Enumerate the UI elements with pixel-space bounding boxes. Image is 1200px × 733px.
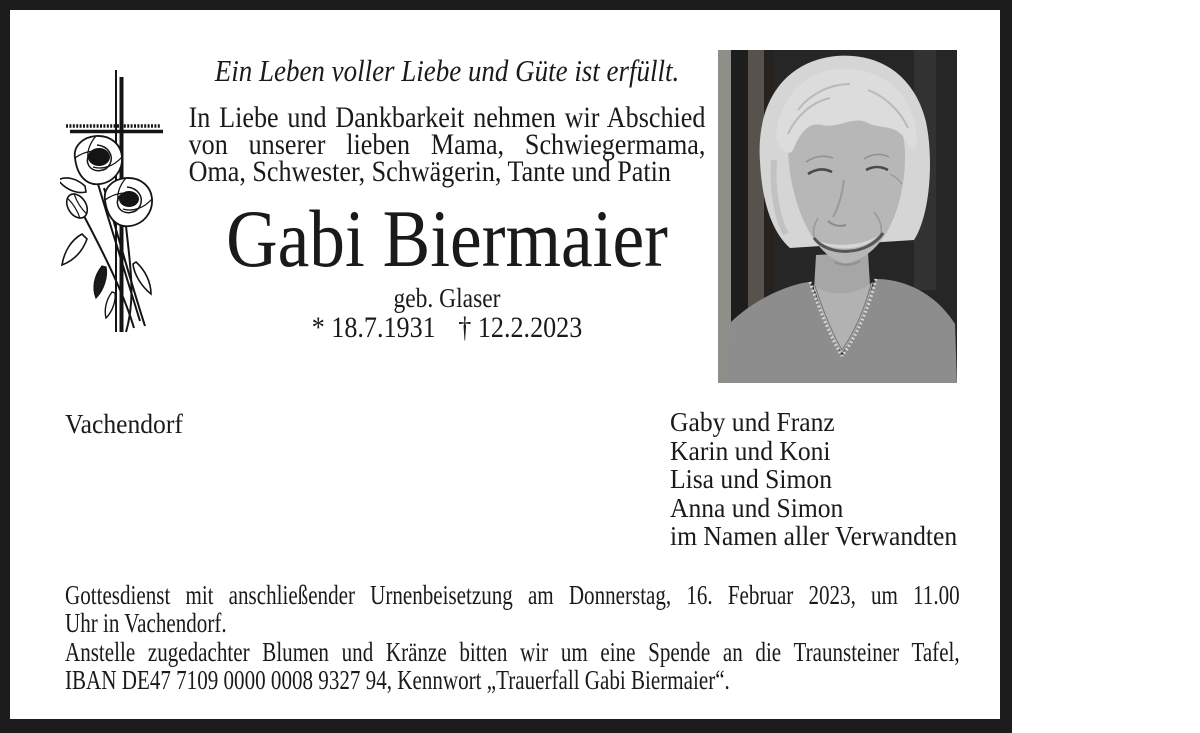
donation-paragraph bbox=[65, 639, 960, 694]
deceased-name: Gabi Biermaier bbox=[226, 193, 668, 284]
mourner-line: Gaby und Franz bbox=[670, 406, 835, 437]
intro-line: Oma, Schwester, Schwägerin, Tante und Patin bbox=[188, 155, 671, 188]
service-paragraph bbox=[65, 582, 960, 637]
donation-line: Anstelle zugedachter Blumen und Kränze bitten wir um eine Spende an die Traunsteiner Tafel, bbox=[65, 637, 960, 667]
mourner-line: Karin und Koni bbox=[670, 434, 831, 466]
tagline: Ein Leben voller Liebe und Güte ist erfüllt. bbox=[214, 53, 680, 88]
donation-line: IBAN DE47 7109 0000 0008 9327 94, Kennwort „Trauerfall Gabi Biermaier“. bbox=[65, 664, 730, 695]
birth-date: * 18.7.1931 bbox=[311, 311, 436, 344]
mourner-line: Anna und Simon bbox=[670, 491, 844, 523]
mourners-list bbox=[670, 408, 1014, 551]
place-label: Vachendorf bbox=[65, 408, 183, 439]
service-line: Uhr in Vachendorf. bbox=[65, 607, 227, 638]
mourner-line: Lisa und Simon bbox=[670, 463, 832, 494]
intro-line: In Liebe und Dankbarkeit nehmen wir Abschied bbox=[188, 101, 706, 134]
intro-line: von unserer lieben Mama, Schwiegermama, bbox=[188, 128, 706, 161]
heading-column bbox=[189, 54, 706, 343]
cross-with-roses-icon bbox=[60, 66, 176, 338]
service-line: Gottesdienst mit anschließender Urnenbeisetzung am Donnerstag, 16. Februar 2023, um 11.00 bbox=[65, 580, 960, 610]
intro-paragraph bbox=[188, 101, 706, 188]
mourner-line: im Namen aller Verwandten bbox=[670, 520, 958, 551]
birth-name: geb. Glaser bbox=[393, 283, 501, 313]
death-date: † 12.2.2023 bbox=[458, 311, 583, 344]
life-dates bbox=[189, 313, 706, 343]
deceased-portrait-photo bbox=[718, 50, 957, 383]
